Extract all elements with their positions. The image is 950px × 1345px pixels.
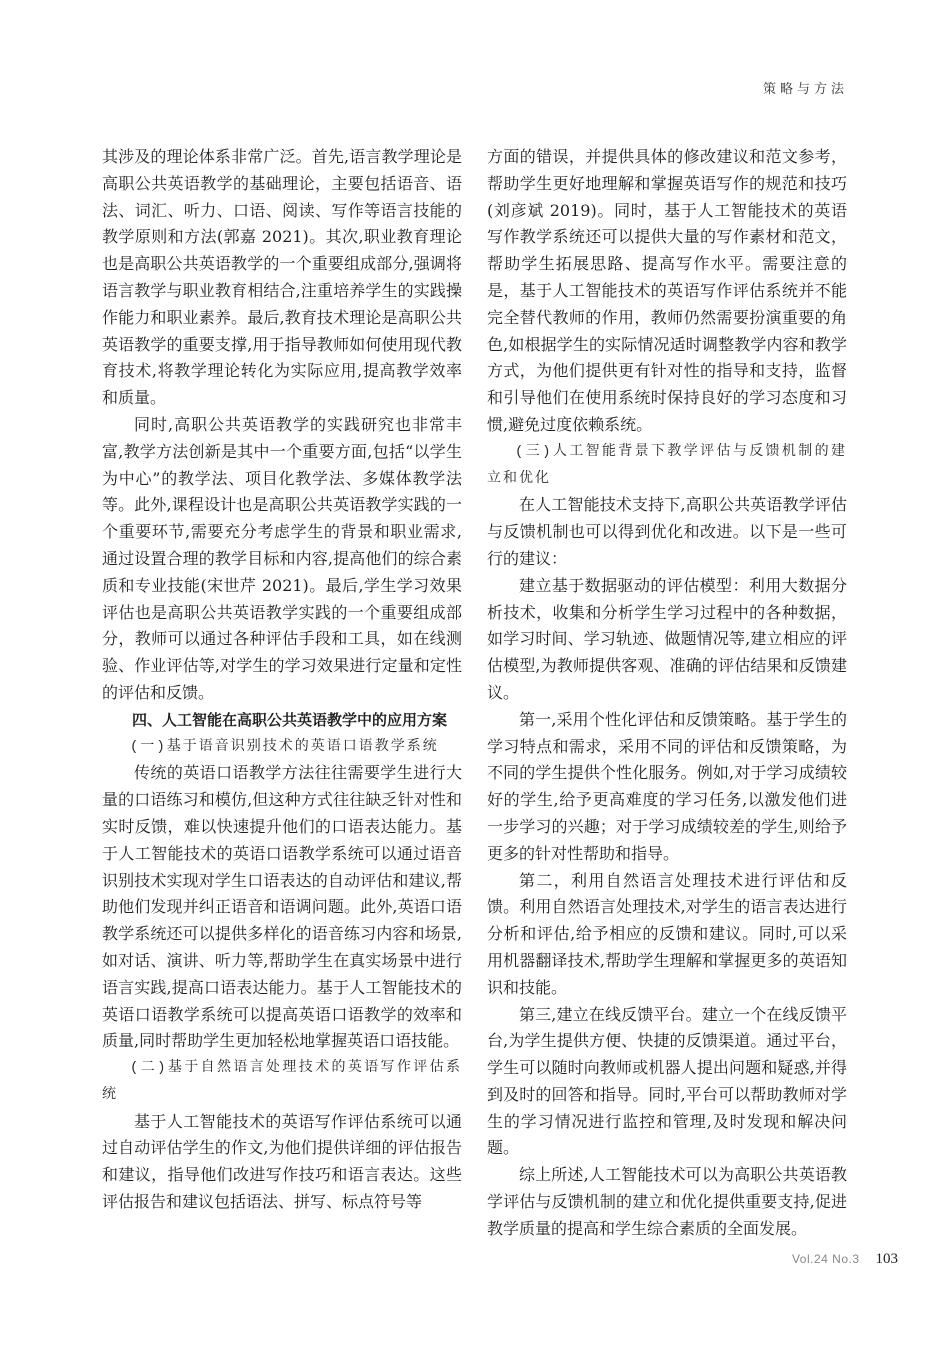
paragraph: 在人工智能技术支持下,高职公共英语教学评估与反馈机制也可以得到优化和改进。以下是一些可行的建议： xyxy=(487,495,847,568)
paragraph: 第一,采用个性化评估和反馈策略。基于学生的学习特点和需求，采用不同的评估和反馈策略，为不同的学生提供个性化服务。例如,对于学习成绩较好的学生,给予更高难度的学习任务,以激发他们进一步学习的兴趣；对于学习成绩较差的学生,则给予更多的针对性帮助和指导。 xyxy=(487,709,847,863)
paragraph: 同时,高职公共英语教学的实践研究也非常丰富,教学方法创新是其中一个重要方面,包括“以学生为中心”的教学法、项目化教学法、多媒体教学法等。此外,课程设计也是高职公共英语教学实践的一个重要环节,需要充分考虑学生的背景和职业需求,通过设置合理的教学目标和内容,提高他们的综合素质和专业技能(宋世芹 2021)。最后,学生学习效果评估也是高职公共英语教学实践的一个重要组成部分，教师可以通过各种评估手段和工具，如在线测验、作业评估等,对学生的学习效果进行定量和定性的评估和反馈。 xyxy=(102,414,462,702)
paragraph: 第三,建立在线反馈平台。建立一个在线反馈平台,为学生提供方便、快捷的反馈渠道。通过平台，学生可以随时向教师或机器人提出问题和疑惑,并得到及时的回答和指导。同时,平台可以帮助教师对学生的学习情况进行监控和管理,及时发现和解决问题。 xyxy=(487,1004,847,1158)
running-header-section-label: 策略与方法 xyxy=(762,82,848,97)
paragraph: 其涉及的理论体系非常广泛。首先,语言教学理论是高职公共英语教学的基础理论，主要包括语音、语法、词汇、听力、口语、阅读、写作等语言技能的教学原则和方法(郭嘉 2021)。其次,职业教育理论也是高职公共英语教学的一个重要组成部分,强调将语言教学与职业教育相结合,注重培养学生的实践操作能力和职业素养。最后,教育技术理论是高职公共英语教学的重要支撑,用于指导教师如何使用现代教育技术,将教学理论转化为实际应用,提高教学效率和质量。 xyxy=(102,147,462,408)
subsection-heading: (一)基于语音识别技术的英语口语教学系统 xyxy=(130,738,439,755)
left-text-column xyxy=(102,144,462,1216)
paragraph: 建立基于数据驱动的评估模型：利用大数据分析技术，收集和分析学生学习过程中的各种数据，如学习时间、学习轨迹、做题情况等,建立相应的评估模型,为教师提供客观、准确的评估结果和反馈建议。 xyxy=(487,575,847,702)
right-text-column xyxy=(487,144,847,1243)
section-heading: 四、人工智能在高职公共英语教学中的应用方案 xyxy=(132,710,448,729)
subsection-heading: (二)基于自然语言处理技术的英语写作评估系统 xyxy=(102,1060,462,1103)
paragraph: 基于人工智能技术的英语写作评估系统可以通过自动评估学生的作文,为他们提供详细的评估报告和建议，指导他们改进写作技巧和语言表达。这些评估报告和建议包括语法、拼写、标点符号等 xyxy=(102,1111,462,1212)
paragraph: 综上所述,人工智能技术可以为高职公共英语教学评估与反馈机制的建立和优化提供重要支持,促进教学质量的提高和学生综合素质的全面发展。 xyxy=(487,1165,847,1238)
page-footer xyxy=(792,1251,898,1268)
subsection-heading: (三)人工智能背景下教学评估与反馈机制的建立和优化 xyxy=(487,443,847,487)
paragraph: 方面的错误，并提供具体的修改建议和范文参考，帮助学生更好地理解和掌握英语写作的规范和技巧(刘彦斌 2019)。同时，基于人工智能技术的英语写作教学系统还可以提供大量的写作素材和范文，帮助学生拓展思路、提高写作水平。需要注意的是，基于人工智能技术的英语写作评估系统并不能完全替代教师的作用，教师仍然需要扮演重要的角色,如根据学生的实际情况适时调整教学内容和教学方式，为他们提供更有针对性的指导和支持，监督和引导他们在使用系统时保持良好的学习态度和习惯,避免过度依赖系统。 xyxy=(487,147,847,434)
paragraph: 传统的英语口语教学方法往往需要学生进行大量的口语练习和模仿,但这种方式往往缺乏针对性和实时反馈，难以快速提升他们的口语表达能力。基于人工智能技术的英语口语教学系统可以通过语音识别技术实现对学生口语表达的自动评估和建议,帮助他们发现并纠正语音和语调问题。此外,英语口语教学系统还可以提供多样化的语音练习内容和场景,如对话、演讲、听力等,帮助学生在真实场景中进行语言实践,提高口语表达能力。基于人工智能技术的英语口语教学系统可以提高英语口语教学的效率和质量,同时帮助学生更加轻松地掌握英语口语技能。 xyxy=(102,763,462,1051)
paragraph: 第二，利用自然语言处理技术进行评估和反馈。利用自然语言处理技术,对学生的语言表达进行分析和评估,给予相应的反馈和建议。同时,可以采用机器翻译技术,帮助学生理解和掌握更多的英语知识和技能。 xyxy=(487,870,847,997)
volume-issue-label: Vol.24 No.3 xyxy=(791,1252,860,1266)
page-number: 103 xyxy=(875,1251,898,1267)
